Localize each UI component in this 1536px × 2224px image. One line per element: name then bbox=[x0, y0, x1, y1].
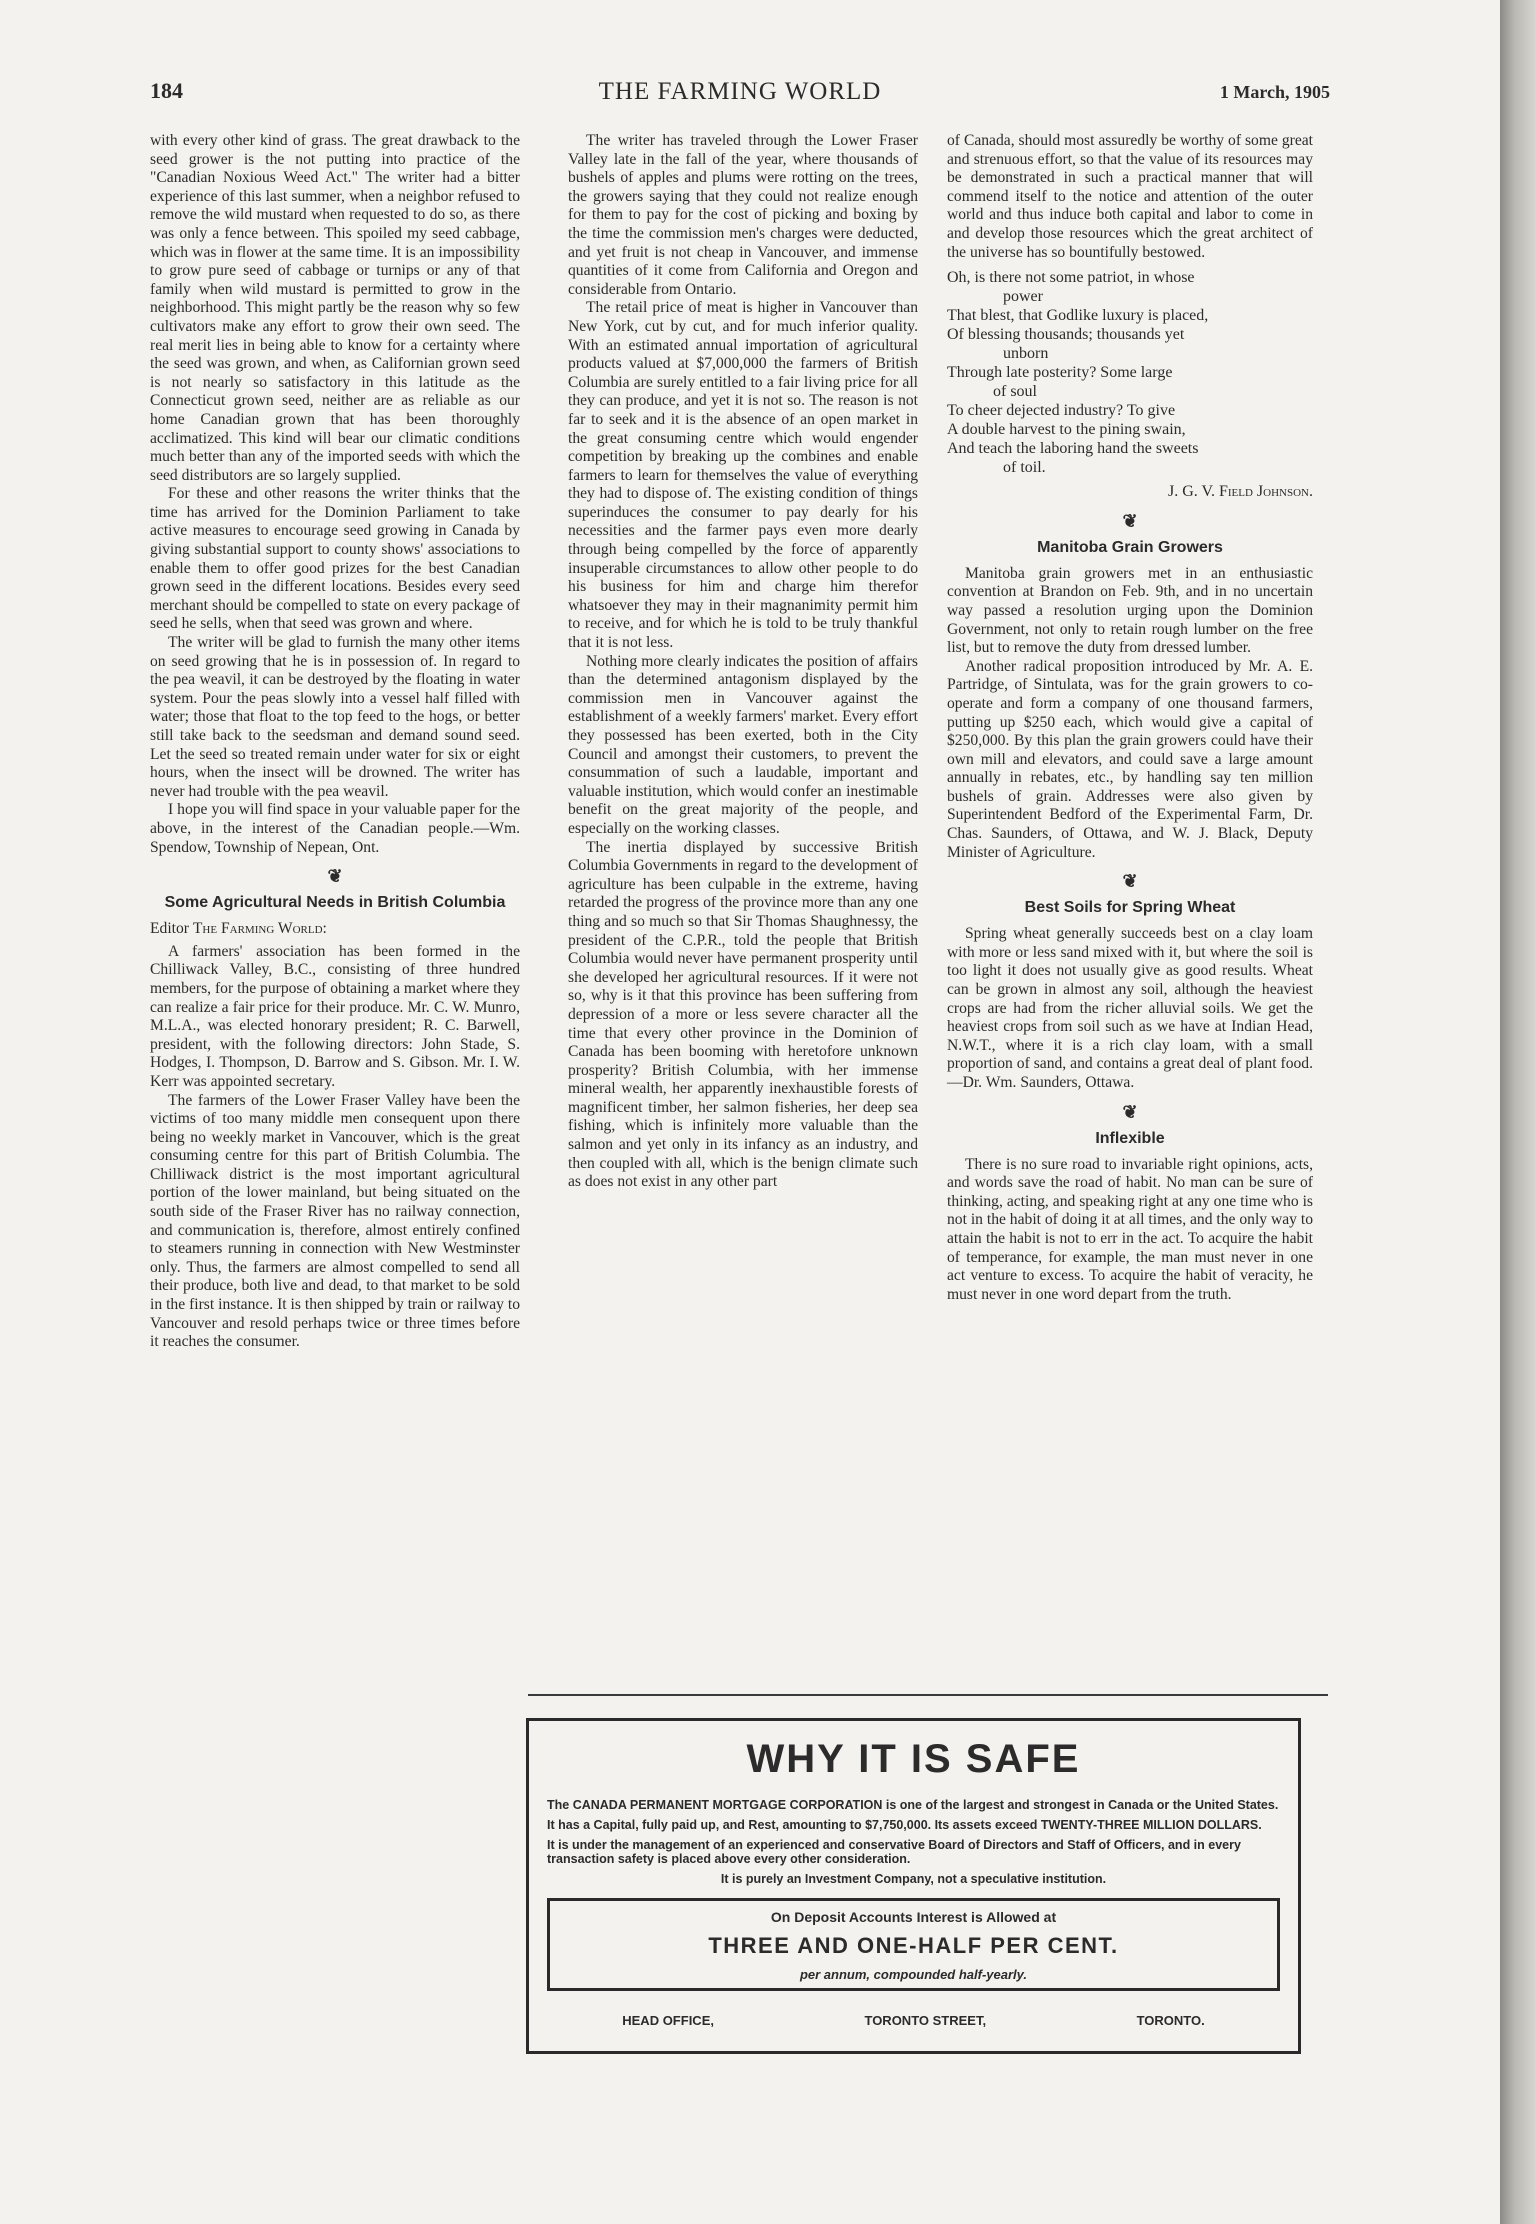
article-heading: Best Soils for Spring Wheat bbox=[1024, 899, 1236, 917]
ad-text: It is purely an Investment Company, not a speculative institution. bbox=[720, 1872, 1107, 1886]
article-heading: Some Agricultural Needs in British Columbia bbox=[164, 894, 506, 912]
poem-line: Through late posterity? Some large bbox=[947, 364, 1173, 382]
paragraph: The writer will be glad to furnish the many other items on seed growing that he is in possession of. In regard to the pea weavil, it can be destroyed by the floating in water system. Pour the peas slowly into a vessel half filled with water; those that float to the top feed to the hogs, or better still take back to the seedsman and demand sound seed. Let the seed so treated remain under water for six or eight hours, when the insect will be drowned. The writer has never had trouble with the pea weavil. bbox=[150, 634, 520, 800]
paragraph: The farmers of the Lower Fraser Valley have been the victims of too many middle men consequent upon there being no weekly market in Vancouver, which is the great consuming centre for this part of British Columbia. The Chilliwack district is the most important agricultural portion of the lower mainland, but being situated on the south side of the Fraser River has no railway connection, and communication is, therefore, almost entirely confined to steamers running in connection with New Westminster only. Thus, the farmers are almost compelled to send all their produce, both live and dead, to that market to be sold in the first instance. It is then shipped by train or railway to Vancouver and resold perhaps twice or three times before it reaches the consumer. bbox=[150, 1091, 520, 1351]
interest-rate-box bbox=[547, 1898, 1280, 1991]
column-2 bbox=[568, 132, 918, 1192]
article-heading: Manitoba Grain Growers bbox=[1037, 538, 1223, 556]
paragraph: There is no sure road to invariable right opinions, acts, and words save the road of habit. No man can be sure of thinking, acting, and speaking right at any one time who is not in the habit of doing it at all times, and the only way to attain the habit is not to err in the act. To acquire the habit of temperance, for example, the man must never in one act venture to excess. To acquire the habit of veracity, he must never in one word depart from the truth. bbox=[947, 1155, 1313, 1303]
paragraph: of Canada, should most assuredly be worthy of some great and strenuous effort, so that the value of its resources may be demonstrated in such a practical manner that will commend itself to the notice and attention of the outer world and thus induce both capital and labor to come in and develop those resources which the great architect of the universe has so bountifully bestowed. bbox=[947, 132, 1313, 261]
footer-item: TORONTO STREET, bbox=[864, 2013, 987, 2028]
column-1 bbox=[150, 132, 520, 1352]
poem-line: And teach the laboring hand the sweets bbox=[947, 440, 1199, 458]
journal-title: THE FARMING WORLD bbox=[598, 78, 882, 105]
page-edge-shadow bbox=[1500, 0, 1536, 2224]
editor-salutation bbox=[150, 920, 520, 939]
paragraph: Spring wheat generally succeeds best on a clay loam with more or less sand mixed with it, but where the soil is too light it does not usually give as good results. Wheat can be grown in almost any soil, although the heaviest crops are had from the richer alluvial soils. We get the heaviest crops from soil such as we have at Indian Head, N.W.T., where it is a rich clay loam, with a small proportion of sand, and contains a great deal of plant food.—Dr. Wm. Saunders, Ottawa. bbox=[947, 925, 1313, 1091]
poem-line: A double harvest to the pining swain, bbox=[947, 421, 1186, 439]
poem-line: of soul bbox=[993, 383, 1037, 401]
paragraph: For these and other reasons the writer thinks that the time has arrived for the Dominion Parliament to take active measures to encourage seed growing in Canada by giving substantial support to county shows' associations to enable them to offer good prizes for the best Canadian grown seed in the different locations. Besides every seed merchant should be compelled to state on every package of seed he sells, when that seed was grown and where. bbox=[150, 485, 520, 633]
paragraph: Nothing more clearly indicates the position of affairs than the determined antagonism displayed by the commission men in Vancouver against the establishment of a weekly farmers' market. Every effort they possessed has been exerted, both in the City Council and amongst their customers, to prevent the consummation of such a laudable, important and valuable institution, which would confer an inestimable benefit on the great majority of the people, and especially on the working classes. bbox=[568, 652, 918, 837]
poem-line: power bbox=[1003, 288, 1043, 306]
poem-line: Of blessing thousands; thousands yet bbox=[947, 326, 1185, 344]
page-header bbox=[150, 78, 1330, 118]
footer-item: HEAD OFFICE, bbox=[622, 2013, 714, 2028]
ad-text: The CANADA PERMANENT MORTGAGE CORPORATION is one of the largest and strongest in Canada or the United States. bbox=[547, 1798, 1279, 1812]
ad-footer bbox=[547, 2013, 1280, 2028]
interest-rate: THREE AND ONE-HALF PER CENT. bbox=[708, 1933, 1119, 1958]
poem-line: unborn bbox=[1003, 345, 1049, 363]
dingbat-ornament: ❦ bbox=[1122, 510, 1138, 531]
poem-line: Oh, is there not some patriot, in whose bbox=[947, 269, 1195, 287]
issue-date: 1 March, 1905 bbox=[1219, 82, 1330, 102]
ad-title: WHY IT IS SAFE bbox=[746, 1737, 1081, 1781]
paragraph: A farmers' association has been formed in the Chilliwack Valley, B.C., consisting of three hundred members, for the purpose of obtaining a market where they can realize a fair price for their produce. Mr. C. W. Munro, M.L.A., was elected honorary president; R. C. Barwell, president, with the following directors: John Stade, S. Hodges, I. Thompson, D. Barrow and S. Gibson. Mr. I. W. Kerr was appointed secretary. bbox=[150, 942, 520, 1090]
poem-line: of toil. bbox=[1003, 459, 1046, 477]
signature: J. G. V. Field Johnson. bbox=[1168, 483, 1313, 501]
editor-prefix: Editor bbox=[150, 920, 189, 938]
interest-terms: per annum, compounded half-yearly. bbox=[799, 1967, 1028, 1982]
poem bbox=[947, 268, 1313, 477]
poem-line: That blest, that Godlike luxury is placed, bbox=[947, 307, 1209, 325]
paragraph: Manitoba grain growers met in an enthusiastic convention at Brandon on Feb. 9th, and in no uncertain way passed a resolution urging upon the Dominion Government, not only to retain rough lumber on the free list, but to remove the duty from dressed lumber. bbox=[947, 564, 1313, 657]
dingbat-ornament: ❦ bbox=[1122, 871, 1138, 892]
advertisement-box bbox=[526, 1718, 1301, 2054]
paragraph: The inertia displayed by successive British Columbia Governments in regard to the development of agriculture has been culpable in the extreme, having retarded the progress of the province more than any one thing and so much so that Sir Thomas Shaughnessy, the president of the C.P.R., told the people that British Columbia would never have permanent prosperity until she developed her agricultural resources. If it were not so, why is it that this province has been suffering from depression of a more or less severe character all the time that every other province in the Dominion of Canada has been booming with heretofore unknown prosperity? British Columbia, with her immense mineral wealth, her apparently inexhaustible forests of magnificent timber, her salmon fisheries, her deep sea fishing, which is infinitely more valuable than the salmon and yet only in its infancy as an industry, and then coupled with all, which is the benign climate such as does not exist in any other part bbox=[568, 838, 918, 1191]
paragraph: I hope you will find space in your valuable paper for the above, in the interest of the Canadian people.—Wm. Spendow, Township of Nepean, Ont. bbox=[150, 801, 520, 856]
ad-text: It has a Capital, fully paid up, and Rest, amounting to $7,750,000. Its assets exceed TWENTY-THREE MILLION DOLLARS. bbox=[547, 1818, 1262, 1832]
ad-text: It is under the management of an experienced and conservative Board of Directors and Staff of Officers, and in every transaction safety is placed above every other consideration. bbox=[547, 1838, 1241, 1866]
dingbat-ornament: ❦ bbox=[1122, 1101, 1138, 1122]
paragraph: The retail price of meat is higher in Vancouver than New York, cut by cut, and for much inferior quality. With an estimated annual importation of agricultural products valued at $7,000,000 the farmers of British Columbia are surely entitled to a fair living price for all they can produce, and yet it is not so. The reason is not far to seek and it is the absence of an open market in the great consuming centre which would engender competition by breaking up the combines and enable farmers to learn for themselves the value of everything they had to dispose of. The existing condition of things superinduces the consumer to pay dearly for his necessities and the farmer pays even more dearly through being compelled by the force of apparently insuperable circumstances to allow other people to do his business for him and charge him therefor whatsoever they may in their magnanimity permit him to receive, and for which he is told to be truly thankful that it is not less. bbox=[568, 299, 918, 652]
footer-item: TORONTO. bbox=[1136, 2013, 1205, 2028]
paragraph: with every other kind of grass. The great drawback to the seed grower is the not putting into practice of the "Canadian Noxious Weed Act." The writer had a bitter experience of this last summer, when a neighbor refused to remove the wild mustard when requested to do so, as there was only a fence between. This spoiled my seed cabbage, which was in flower at the same time. It is an impossibility to grow pure seed of cabbage or turnips or any of that family when wild mustard is permitted to grow in the neighborhood. This might partly be the reason why so few cultivators make any effort to grow their own seed. The real merit lies in being able to know for a certainty where the seed was grown, and when, as Californian grown seed is not nearly so satisfactory in this latitude as the Connecticut grown seed, neither are as reliable as our home Canadian grown that has been thoroughly acclimatized. This kind will bear our climatic conditions much better than any of the imported seeds with which the seed distributors are so largely supplied. bbox=[150, 132, 520, 484]
paragraph: The writer has traveled through the Lower Fraser Valley late in the fall of the year, where thousands of bushels of apples and plums were rotting on the trees, the growers saying that they could not realize enough for them to pay for the cost of picking and boxing by the time the commission men's charges were deducted, and yet fruit is not cheap in Vancouver, and immense quantities of it come from California and Oregon and considerable from Ontario. bbox=[568, 132, 918, 298]
dingbat-ornament: ❦ bbox=[327, 866, 343, 887]
paragraph: Another radical proposition introduced by Mr. A. E. Partridge, of Sintulata, was for the grain growers to co-operate and form a company of one thousand farmers, putting up $250 each, which would give a capital of $250,000. By this plan the grain growers could have their own mill and elevators, and could save a large amount annually in rebates, etc., by handling say ten million bushels of grain. Addresses were also given by Superintendent Bedford of the Experimental Farm, Dr. Chas. Saunders, of Ottawa, and W. J. Black, Deputy Minister of Agriculture. bbox=[947, 657, 1313, 861]
poem-line: To cheer dejected industry? To give bbox=[947, 402, 1176, 420]
divider-rule bbox=[528, 1694, 1328, 1696]
column-3 bbox=[947, 132, 1313, 1304]
article-heading: Inflexible bbox=[1095, 1129, 1165, 1147]
editor-name: The Farming World: bbox=[192, 920, 327, 938]
interest-label: On Deposit Accounts Interest is Allowed at bbox=[770, 1909, 1057, 1925]
page-number: 184 bbox=[150, 78, 183, 103]
